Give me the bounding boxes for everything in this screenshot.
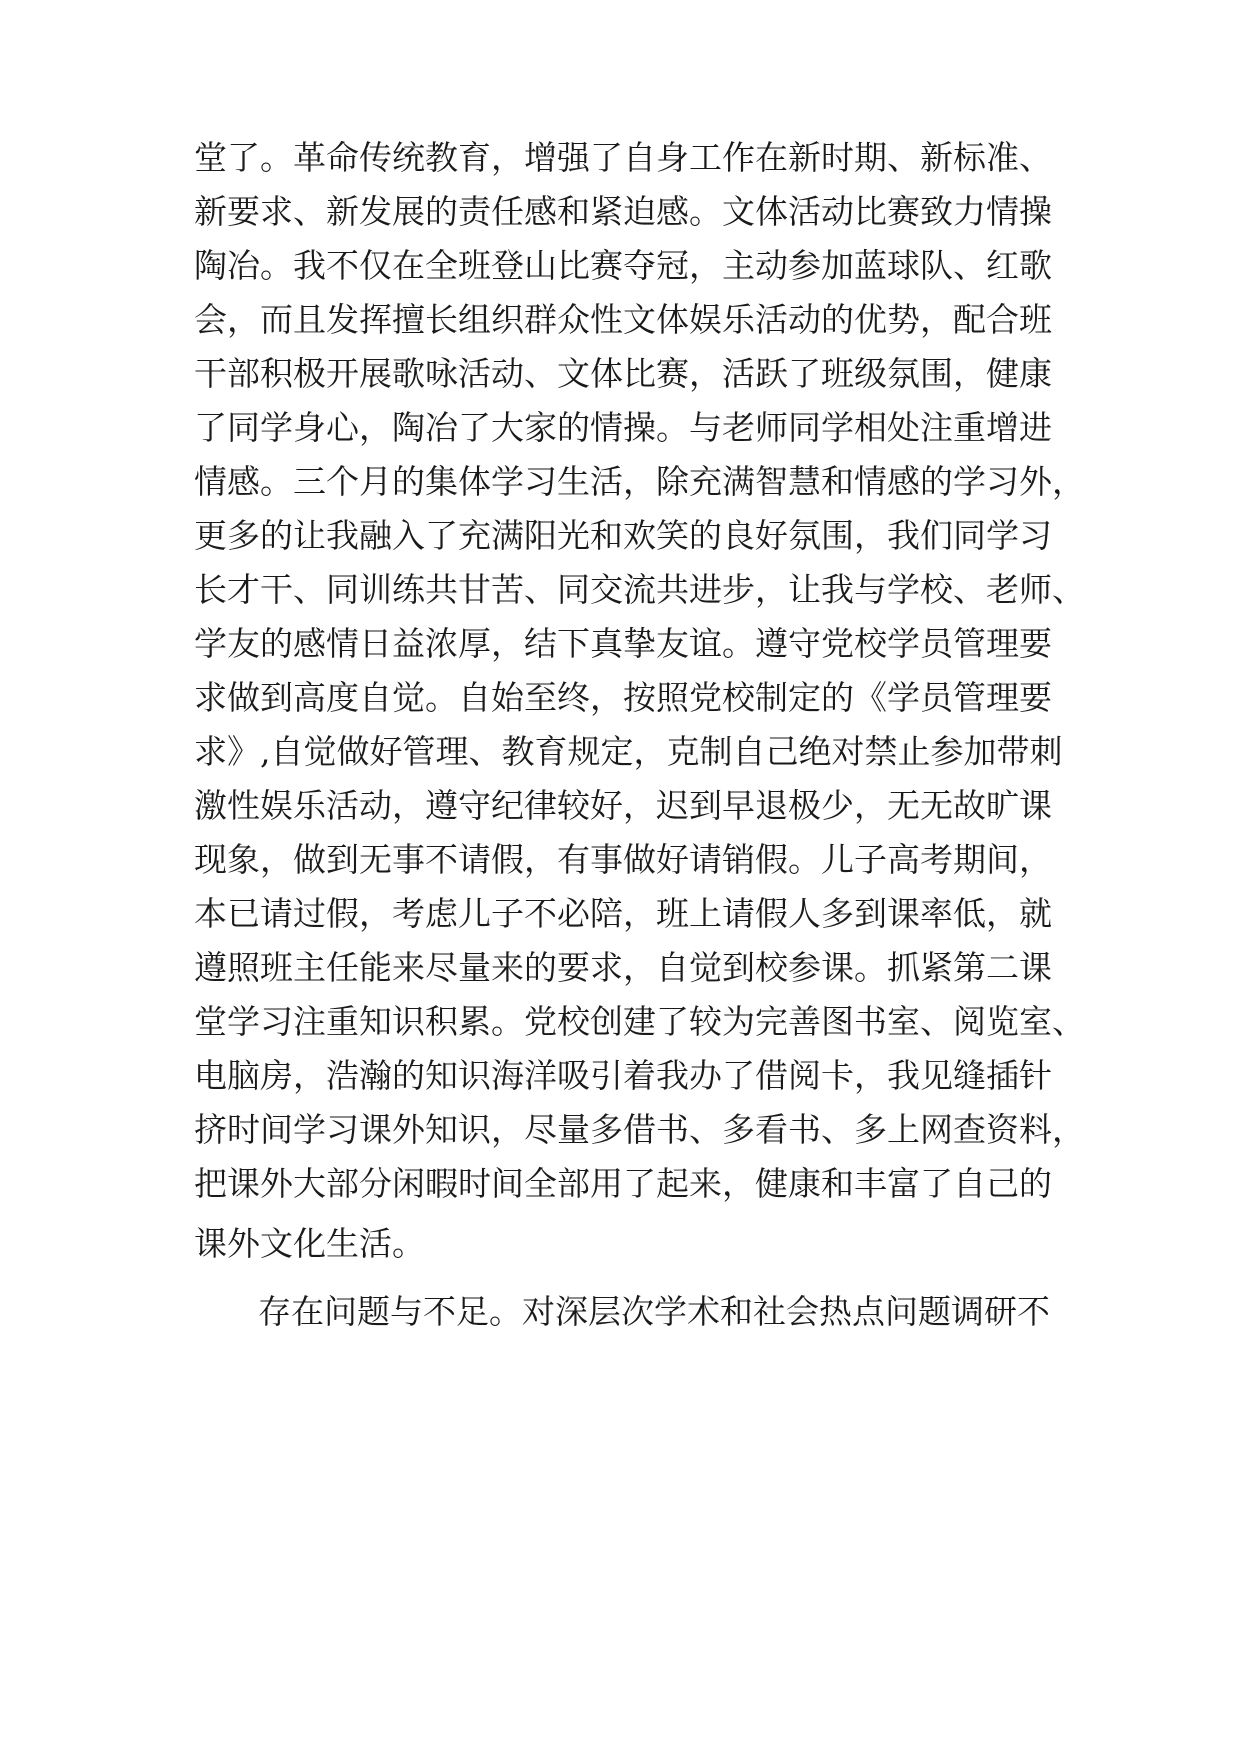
paragraph-line: 求》,自觉做好管理、教育规定，克制自己绝对禁止参加带刺 (194, 732, 1063, 771)
paragraph-line: 会，而且发挥擅长组织群众性文体娱乐活动的优势，配合班 (194, 300, 1052, 339)
paragraph-line: 长才干、同训练共甘苦、同交流共进步，让我与学校、老师、 (194, 570, 1085, 609)
paragraph-line: 陶冶。我不仅在全班登山比赛夺冠，主动参加蓝球队、红歌 (194, 246, 1052, 285)
paragraph-line: 堂了。革命传统教育，增强了自身工作在新时期、新标准、 (194, 138, 1052, 177)
paragraph-line: 情感。三个月的集体学习生活，除充满智慧和情感的学习外， (194, 462, 1085, 501)
paragraph-line: 了同学身心，陶冶了大家的情操。与老师同学相处注重增进 (194, 408, 1052, 447)
paragraph-line: 求做到高度自觉。自始至终，按照党校制定的《学员管理要 (194, 678, 1052, 717)
paragraph-line: 学友的感情日益浓厚，结下真挚友谊。遵守党校学员管理要 (194, 624, 1052, 663)
paragraph-line: 干部积极开展歌咏活动、文体比赛，活跃了班级氛围，健康 (194, 354, 1052, 393)
paragraph-line: 堂学习注重知识积累。党校创建了较为完善图书室、阅览室、 (194, 1002, 1085, 1041)
paragraph-line: 激性娱乐活动，遵守纪律较好，迟到早退极少，无无故旷课 (194, 786, 1052, 825)
paragraph-line: 挤时间学习课外知识，尽量多借书、多看书、多上网查资料， (194, 1110, 1085, 1149)
paragraph-line: 把课外大部分闲暇时间全部用了起来，健康和丰富了自己的 (194, 1164, 1052, 1203)
paragraph-line: 电脑房，浩瀚的知识海洋吸引着我办了借阅卡，我见缝插针 (194, 1056, 1052, 1095)
paragraph-line: 存在问题与不足。对深层次学术和社会热点问题调研不 (258, 1292, 1050, 1331)
paragraph-line: 本已请过假，考虑儿子不必陪，班上请假人多到课率低，就 (194, 894, 1052, 933)
paragraph-line: 新要求、新发展的责任感和紧迫感。文体活动比赛致力情操 (194, 192, 1052, 231)
paragraph-line: 现象，做到无事不请假，有事做好请销假。儿子高考期间， (194, 840, 1052, 879)
paragraph-line: 遵照班主任能来尽量来的要求，自觉到校参课。抓紧第二课 (194, 948, 1052, 987)
paragraph-line: 课外文化生活。 (194, 1224, 425, 1263)
paragraph-line: 更多的让我融入了充满阳光和欢笑的良好氛围，我们同学习 (194, 516, 1052, 555)
